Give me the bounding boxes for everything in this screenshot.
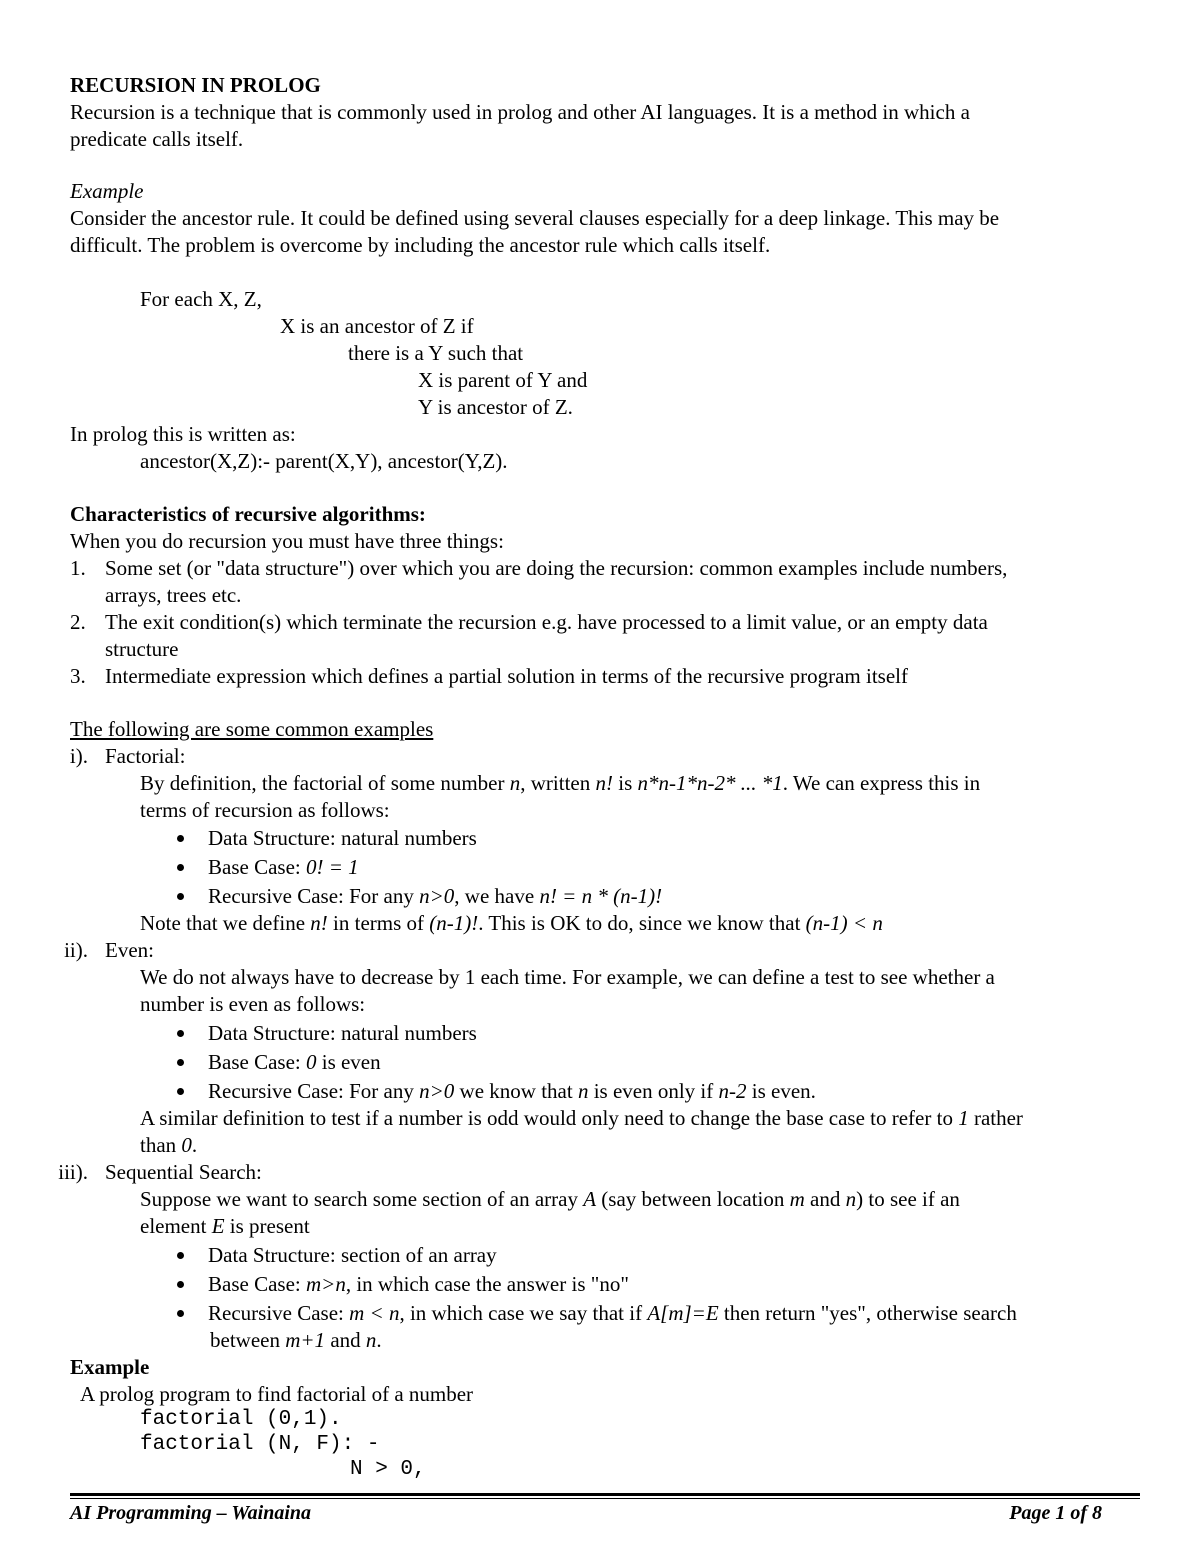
even-note-2: than 0.	[140, 1133, 198, 1157]
factorial-desc-1: By definition, the factorial of some number n, written n! is n*n-1*n-2* ... *1. We can express this in	[140, 771, 981, 795]
even-bullet-2: Base Case: 0 is even	[208, 1050, 381, 1074]
even-bullet-3: Recursive Case: For any n>0 we know that n is even only if n-2 is even.	[208, 1079, 816, 1103]
even-title: Even:	[105, 938, 154, 962]
footer-rule-thin	[70, 1498, 1140, 1499]
code-line-2: factorial (N, F): -	[140, 1433, 380, 1456]
even-note-1: A similar definition to test if a number is odd would only need to change the base case to refer to 1 rather	[140, 1106, 1023, 1130]
char-item-2-line-2: structure	[105, 637, 179, 661]
prolog-intro: In prolog this is written as:	[70, 422, 296, 446]
factorial-bullet-2: Base Case: 0! = 1	[208, 855, 359, 879]
examples-heading: The following are some common examples	[70, 717, 434, 741]
char-item-2-line-1: The exit condition(s) which terminate the recursion e.g. have processed to a limit value, or an empty data	[105, 610, 988, 634]
char-item-3-num: 3.	[70, 664, 86, 688]
factorial-num: i).	[69, 744, 88, 768]
factorial-desc-2: terms of recursion as follows:	[140, 798, 390, 822]
characteristics-lead: When you do recursion you must have three things:	[70, 529, 504, 553]
code-line-1: factorial (0,1).	[140, 1408, 342, 1431]
search-bullet-3: Recursive Case: m < n, in which case we say that if A[m]=E then return "yes", otherwise search	[208, 1301, 1017, 1325]
search-desc-2: element E is present	[140, 1214, 310, 1238]
char-item-3-line-1: Intermediate expression which defines a partial solution in terms of the recursive program itself	[105, 664, 908, 688]
bullet-icon	[177, 1059, 184, 1066]
example-text-2: difficult. The problem is overcome by including the ancestor rule which calls itself.	[70, 233, 771, 257]
rule-line-2: X is an ancestor of Z if	[280, 314, 474, 338]
footer-rule	[70, 1493, 1140, 1496]
factorial-bullet-3: Recursive Case: For any n>0, we have n! = n * (n-1)!	[208, 884, 663, 908]
search-desc-1: Suppose we want to search some section of an array A (say between location m and n) to see if an	[140, 1187, 960, 1211]
bullet-icon	[177, 893, 184, 900]
search-bullet-3-cont: between m+1 and n.	[210, 1328, 382, 1352]
rule-line-1: For each X, Z,	[140, 287, 262, 311]
footer-page-number: Page 1 of 8	[1009, 1502, 1102, 1524]
search-num: iii).	[58, 1160, 88, 1184]
factorial-note: Note that we define n! in terms of (n-1)!. This is OK to do, since we know that (n-1) < n	[140, 911, 883, 935]
even-bullet-1: Data Structure: natural numbers	[208, 1021, 477, 1045]
bullet-icon	[177, 1252, 184, 1259]
bullet-icon	[177, 864, 184, 871]
example-text-1: Consider the ancestor rule. It could be defined using several clauses especially for a deep linkage. This may be	[70, 206, 1000, 230]
prolog-rule: ancestor(X,Z):- parent(X,Y), ancestor(Y,Z).	[140, 449, 508, 473]
search-bullet-2: Base Case: m>n, in which case the answer is "no"	[208, 1272, 629, 1296]
char-item-1-line-1: Some set (or "data structure") over which you are doing the recursion: common examples include numbers,	[105, 556, 1008, 580]
bullet-icon	[177, 1281, 184, 1288]
factorial-bullet-1: Data Structure: natural numbers	[208, 826, 477, 850]
intro-line-1: Recursion is a technique that is commonly used in prolog and other AI languages. It is a method in which a	[70, 100, 970, 124]
example2-text: A prolog program to find factorial of a number	[80, 1382, 474, 1406]
char-item-2-num: 2.	[70, 610, 86, 634]
intro-line-2: predicate calls itself.	[70, 127, 244, 151]
char-item-1-line-2: arrays, trees etc.	[105, 583, 242, 607]
even-desc-2: number is even as follows:	[140, 992, 366, 1016]
even-desc-1: We do not always have to decrease by 1 each time. For example, we can define a test to see whether a	[140, 965, 995, 989]
even-num: ii).	[64, 938, 88, 962]
rule-line-4: X is parent of Y and	[418, 368, 588, 392]
bullet-icon	[177, 1310, 184, 1317]
footer-left: AI Programming – Wainaina	[70, 1502, 311, 1524]
bullet-icon	[177, 1088, 184, 1095]
code-line-3: N > 0,	[350, 1458, 426, 1481]
rule-line-5: Y is ancestor of Z.	[418, 395, 573, 419]
example-label: Example	[70, 179, 144, 203]
example2-label: Example	[70, 1355, 150, 1379]
page-title: RECURSION IN PROLOG	[70, 73, 321, 97]
char-item-1-num: 1.	[70, 556, 86, 580]
factorial-title: Factorial:	[105, 744, 186, 768]
bullet-icon	[177, 835, 184, 842]
characteristics-heading: Characteristics of recursive algorithms:	[70, 502, 426, 526]
search-bullet-1: Data Structure: section of an array	[208, 1243, 497, 1267]
rule-line-3: there is a Y such that	[348, 341, 524, 365]
bullet-icon	[177, 1030, 184, 1037]
search-title: Sequential Search:	[105, 1160, 262, 1184]
